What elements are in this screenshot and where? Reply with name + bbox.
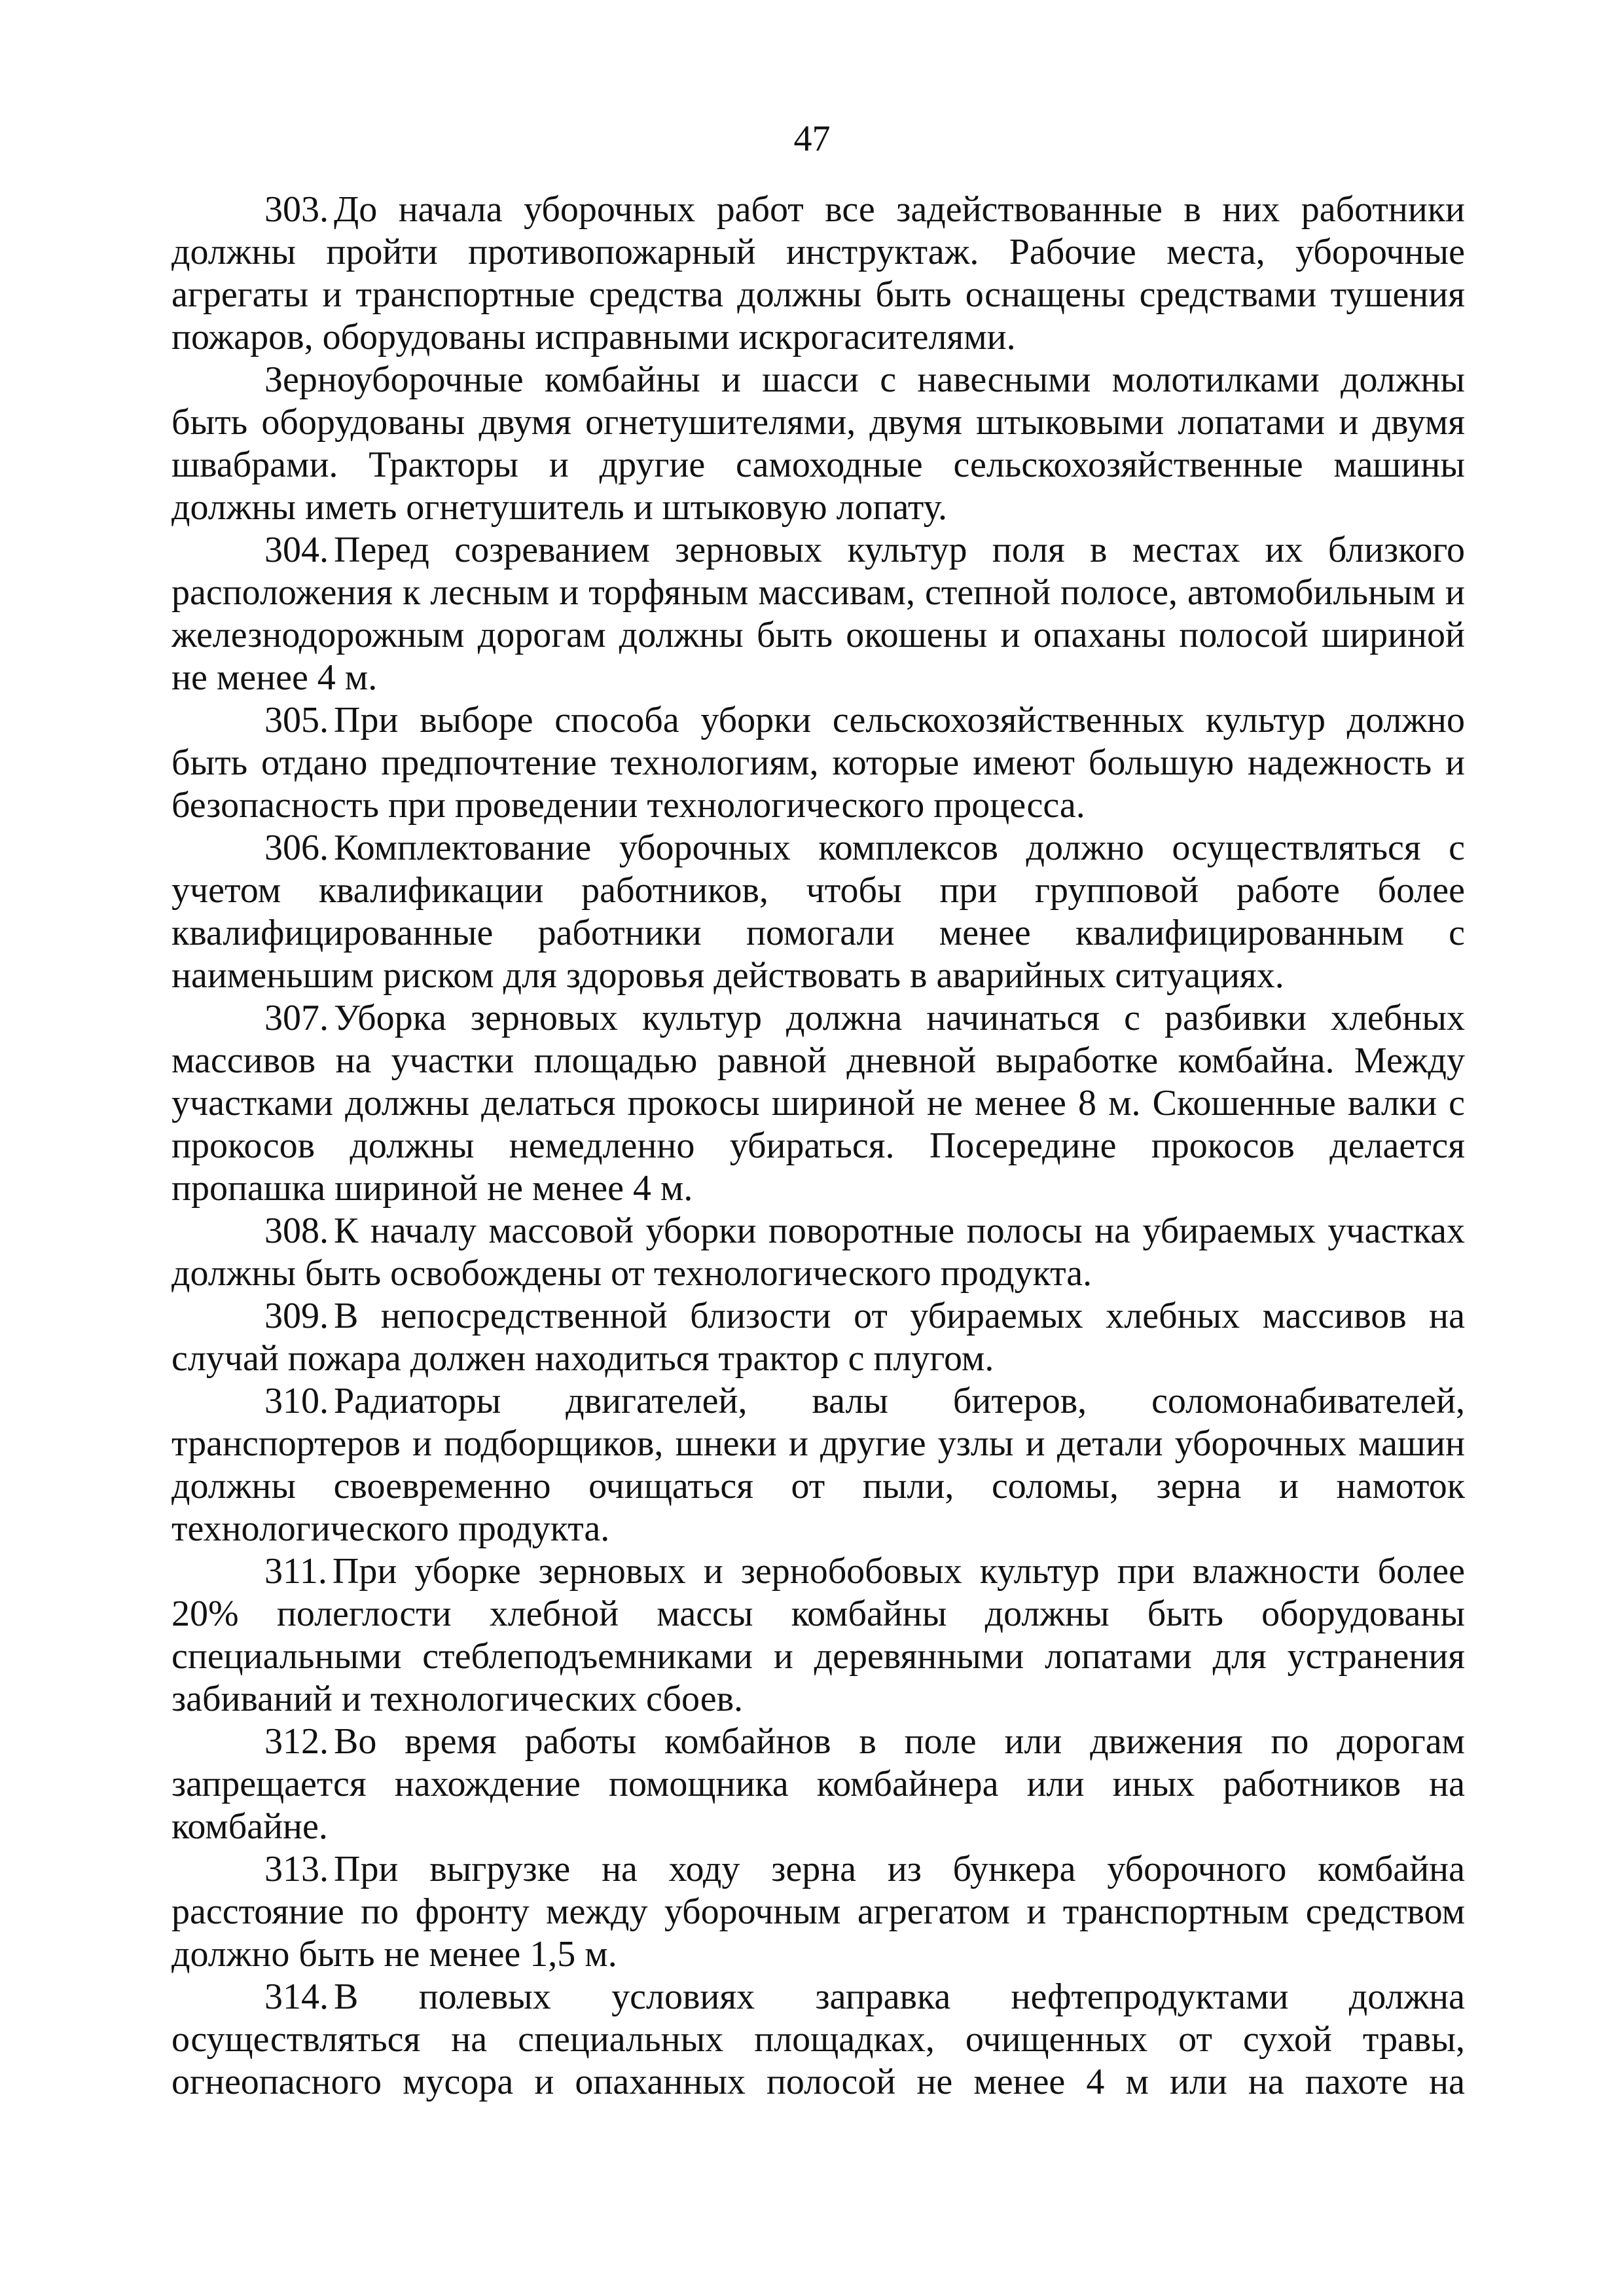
paragraph-number: 310. (264, 1381, 329, 1421)
document-body (171, 189, 1465, 2104)
paragraph-number: 312. (264, 1721, 329, 1762)
paragraph-text: В полевых условиях заправка нефтепродуктами должна осуществляться на специальных площадках, очищенных от сухой травы, огнеопасного мусора и опаханных полосой не менее 4 м или на пахоте на (171, 1977, 1465, 2102)
paragraph-number: 306. (264, 828, 329, 868)
paragraph-309 (171, 1295, 1465, 1380)
paragraph-313 (171, 1848, 1465, 1976)
paragraph-number: 309. (264, 1296, 329, 1336)
paragraph-310 (171, 1380, 1465, 1550)
paragraph-304 (171, 529, 1465, 699)
paragraph-text: При выборе способа уборки сельскохозяйственных культур должно быть отдано предпочтение технологиям, которые имеют большую надежность и безопасность при проведении технологического процесса. (171, 700, 1465, 826)
paragraph-number: 308. (264, 1211, 329, 1251)
paragraph-number: 304. (264, 530, 329, 570)
page-number: 47 (793, 118, 831, 159)
paragraph-text: При выгрузке на ходу зерна из бункера уборочного комбайна расстояние по фронту между уборочным агрегатом и транспортным средством должно быть не менее 1,5 м. (171, 1849, 1465, 1975)
paragraph-312 (171, 1721, 1465, 1848)
paragraph-306 (171, 827, 1465, 997)
paragraph-text: При уборке зерновых и зернобобовых культур при влажности более 20% полеглости хлебной массы комбайны должны быть оборудованы специальными стеблеподъемниками и деревянными лопатами для устранения забиваний и технологических сбоев. (171, 1551, 1465, 1719)
paragraph-number: 314. (264, 1977, 329, 2017)
paragraph-number: 307. (264, 998, 329, 1038)
paragraph-303 (171, 189, 1465, 359)
paragraph-text: Зерноуборочные комбайны и шасси с навесными молотилками должны быть оборудованы двумя огнетушителями, двумя штыковыми лопатами и двумя швабрами. Тракторы и другие самоходные сельскохозяйственные машины должны иметь огнетушитель и штыковую лопату. (171, 359, 1465, 528)
paragraph-text: Уборка зерновых культур должна начинаться с разбивки хлебных массивов на участки площадью равной дневной выработке комбайна. Между участками должны делаться прокосы шириной не менее 8 м. Скошенные валки с прокосов должны немедленно убираться. Посередине прокосов делается пропашка шириной не менее 4 м. (171, 998, 1465, 1209)
paragraph-text: Перед созреванием зерновых культур поля в местах их близкого расположения к лесным и торфяным массивам, степной полосе, автомобильным и железнодорожным дорогам должны быть окошены и опаханы полосой шириной не менее 4 м. (171, 530, 1465, 698)
paragraph-text: В непосредственной близости от убираемых хлебных массивов на случай пожара должен находиться трактор с плугом. (171, 1296, 1465, 1379)
paragraph-number: 303. (264, 189, 329, 230)
paragraph-305 (171, 699, 1465, 827)
paragraph-number: 305. (264, 700, 329, 740)
paragraph-text: Во время работы комбайнов в поле или движения по дорогам запрещается нахождение помощника комбайнера или иных работников на комбайне. (171, 1721, 1465, 1847)
paragraph-307 (171, 997, 1465, 1210)
paragraph-text: К началу массовой уборки поворотные полосы на убираемых участках должны быть освобождены от технологического продукта. (171, 1211, 1465, 1294)
paragraph-text: Комплектование уборочных комплексов должно осуществляться с учетом квалификации работников, чтобы при групповой работе более квалифицированные работники помогали менее квалифицированным с наименьшим риском для здоровья действовать в аварийных ситуациях. (171, 828, 1465, 996)
paragraph-308 (171, 1210, 1465, 1295)
paragraph-number: 313. (264, 1849, 329, 1889)
paragraph-314 (171, 1976, 1465, 2104)
paragraph-311 (171, 1550, 1465, 1721)
paragraph-text: Радиаторы двигателей, валы битеров, соломонабивателей, транспортеров и подборщиков, шнеки и другие узлы и детали уборочных машин должны своевременно очищаться от пыли, соломы, зерна и намоток технологического продукта. (171, 1381, 1465, 1549)
paragraph-303-continuation (171, 359, 1465, 529)
paragraph-text: До начала уборочных работ все задействованные в них работники должны пройти противопожарный инструктаж. Рабочие места, уборочные агрегаты и транспортные средства должны быть оснащены средствами тушения пожаров, оборудованы исправными искрогасителями. (171, 189, 1465, 357)
paragraph-number: 311. (264, 1551, 327, 1592)
